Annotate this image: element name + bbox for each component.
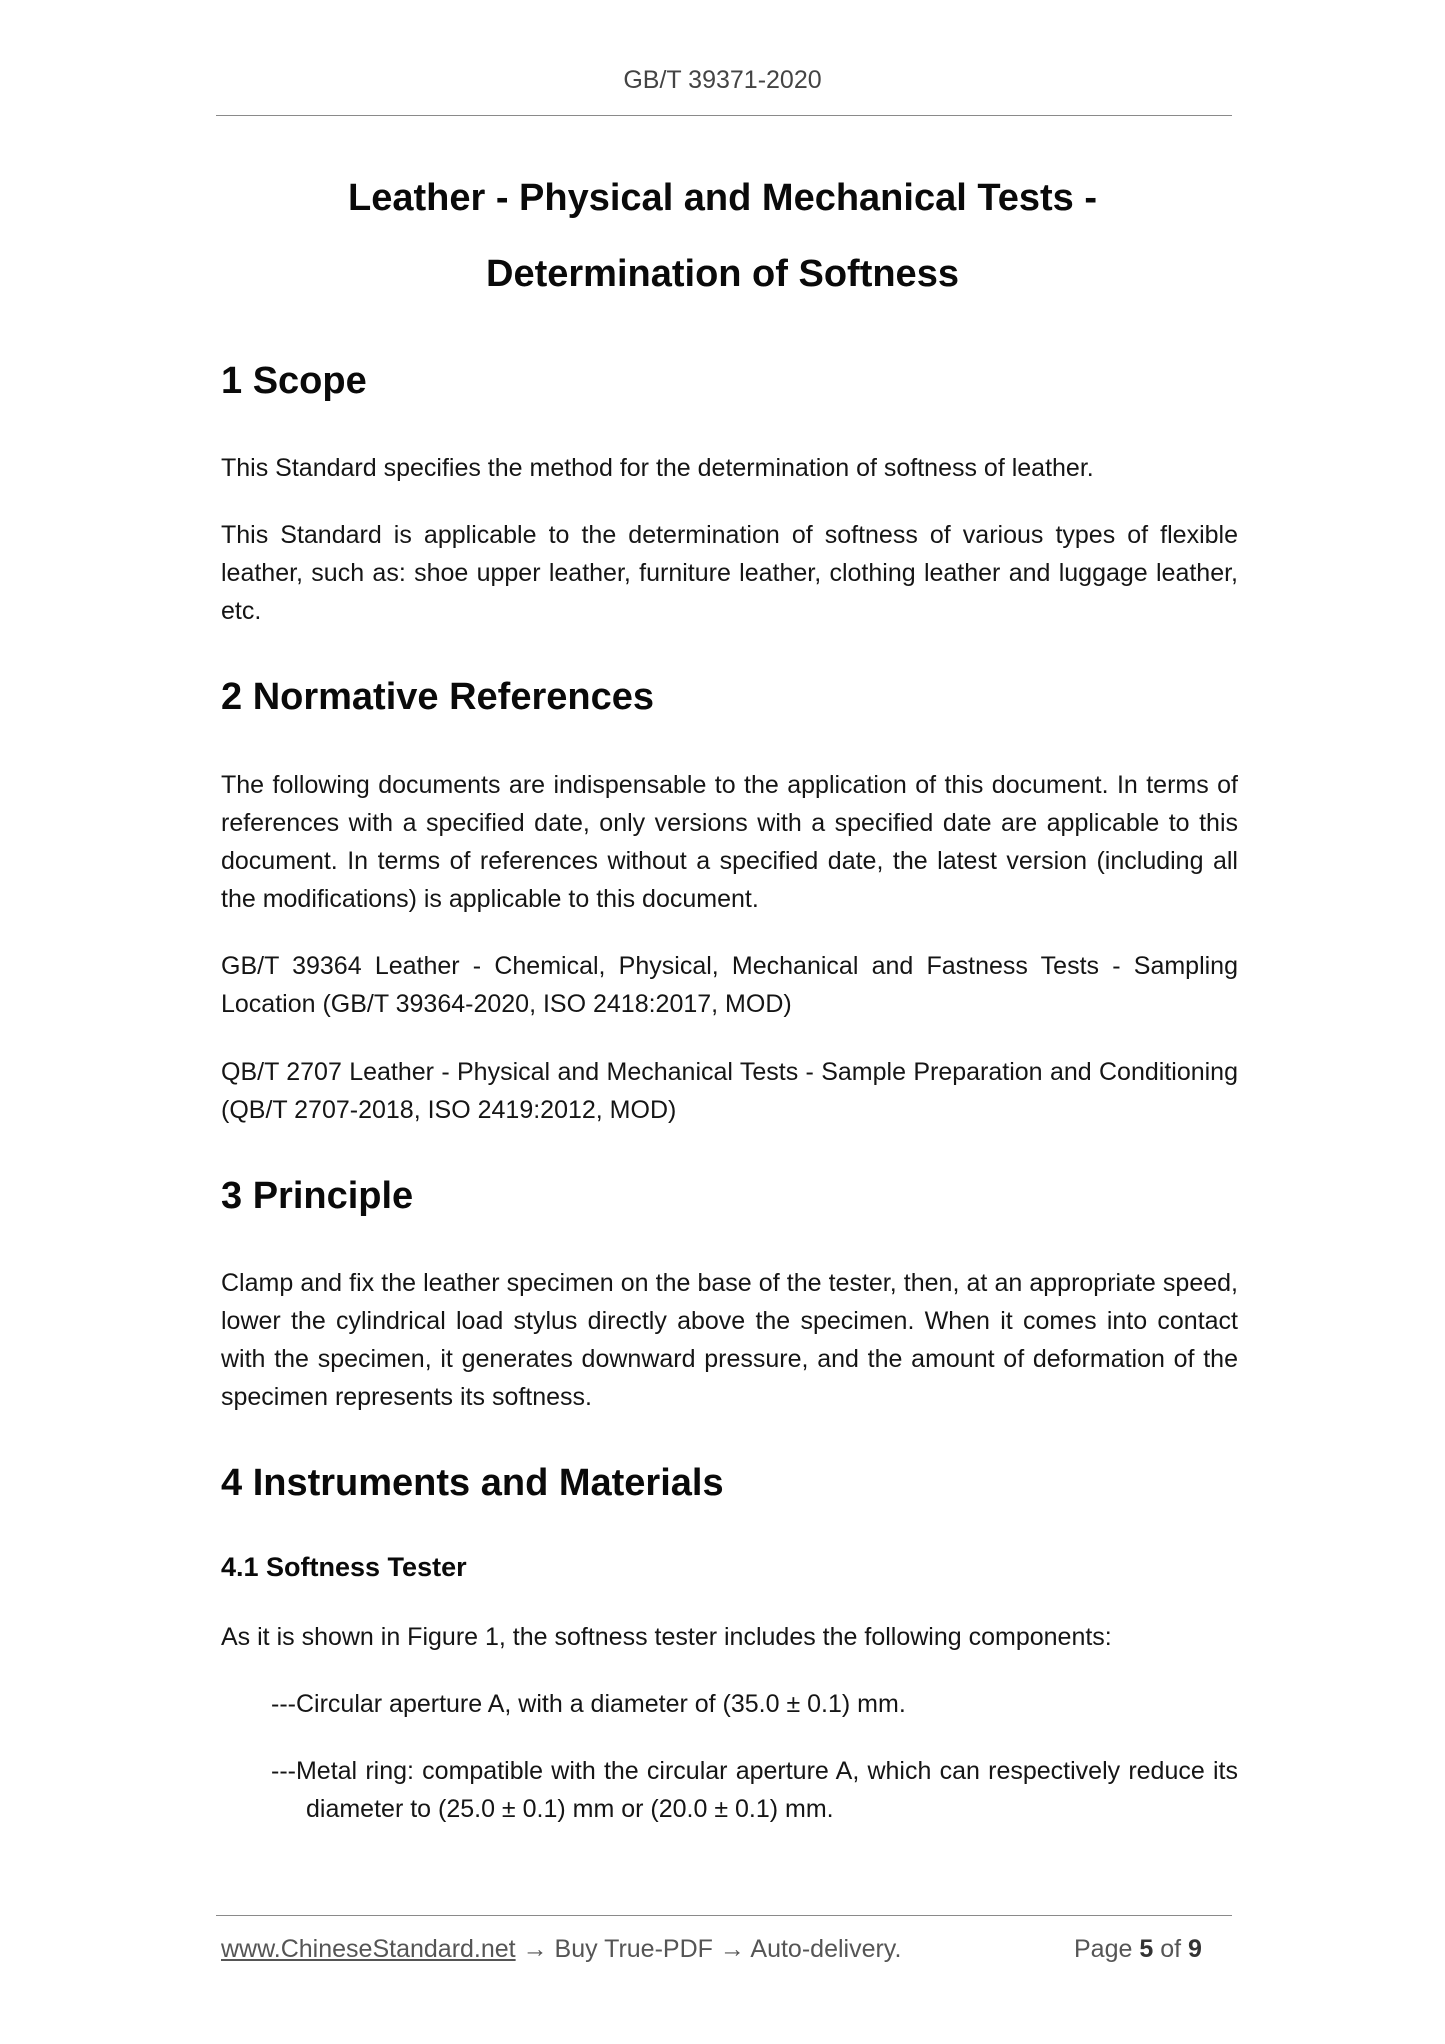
instruments-paragraph: As it is shown in Figure 1, the softness tester includes the following components: — [221, 1623, 1112, 1651]
header-standard-code: GB/T 39371-2020 — [623, 66, 822, 94]
document-title-line2: Determination of Softness — [486, 253, 959, 295]
normative-references-paragraph: The following documents are indispensable to the application of this document. In terms of references with a specified date, only versions with a specified date are applicable to this document. In terms of references without a specified date, the latest version (including all the modifications) is applicable to this document. — [221, 771, 1238, 913]
footer-tagline: → Buy True-PDF → Auto-delivery. — [522, 1935, 902, 1963]
page-of-label: of — [1160, 1935, 1182, 1963]
scope-paragraph-1: This Standard specifies the method for the determination of softness of leather. — [221, 454, 1094, 482]
footer-divider — [216, 1915, 1232, 1916]
component-item-circular-aperture: ---Circular aperture A, with a diameter of (35.0 ± 0.1) mm. — [271, 1690, 906, 1718]
page-current-number: 5 — [1139, 1935, 1154, 1963]
document-title-line1: Leather - Physical and Mechanical Tests - — [348, 177, 1097, 219]
subsection-heading-softness-tester: 4.1 Softness Tester — [221, 1552, 467, 1582]
component-item-metal-ring: ---Metal ring: compatible with the circular aperture A, which can respectively reduce its diameter to (25.0 ± 0.1) mm or (20.0 ± 0.1) mm. — [271, 1757, 1238, 1823]
footer-website-link[interactable]: www.ChineseStandard.net — [221, 1935, 516, 1963]
reference-gbt-39364: GB/T 39364 Leather - Chemical, Physical, Mechanical and Fastness Tests - Sampling Location (GB/T 39364-2020, ISO 2418:2017, MOD) — [221, 952, 1238, 1018]
principle-paragraph: Clamp and fix the leather specimen on the base of the tester, then, at an appropriate speed, lower the cylindrical load stylus directly above the specimen. When it comes into contact with the specimen, it generates downward pressure, and the amount of deformation of the specimen represents its softness. — [221, 1269, 1238, 1411]
scope-paragraph-2: This Standard is applicable to the determination of softness of various types of flexible leather, such as: shoe upper leather, furniture leather, clothing leather and luggage leather, etc. — [221, 521, 1238, 625]
header-divider — [216, 115, 1232, 116]
footer-promo — [221, 1935, 901, 1964]
section-heading-principle: 3 Principle — [221, 1175, 414, 1217]
section-heading-normative-references: 2 Normative References — [221, 676, 654, 718]
section-heading-instruments: 4 Instruments and Materials — [221, 1462, 724, 1504]
section-heading-scope: 1 Scope — [221, 360, 367, 402]
reference-qbt-2707: QB/T 2707 Leather - Physical and Mechanical Tests - Sample Preparation and Conditioning (QB/T 2707-2018, ISO 2419:2012, MOD) — [221, 1058, 1238, 1124]
page-label: Page — [1074, 1935, 1133, 1963]
page-total-number: 9 — [1188, 1935, 1202, 1963]
page-indicator — [1074, 1935, 1202, 1964]
